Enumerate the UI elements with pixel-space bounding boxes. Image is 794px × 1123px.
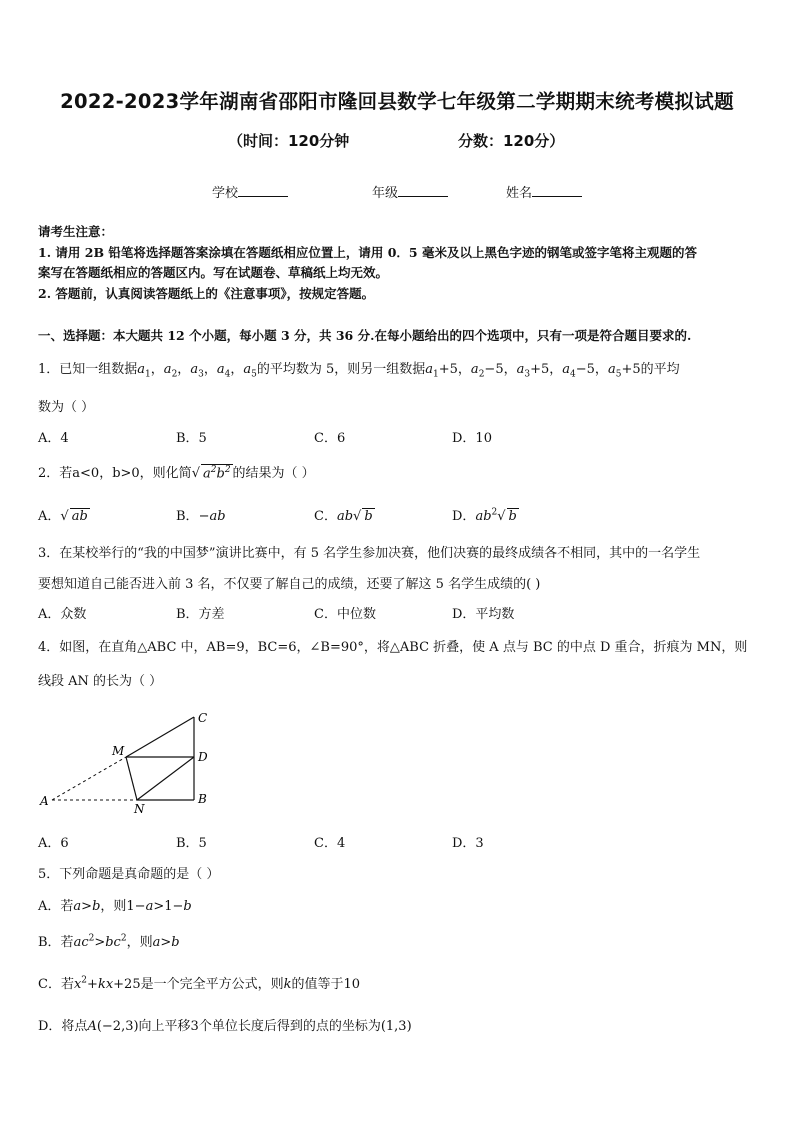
notice-heading: 请考生注意： [38,224,114,239]
school-label: 学校 [212,186,239,201]
label-d: D [198,750,208,764]
question-5-stem: 5．下列命题是真命题的是（ ） [38,867,220,882]
q3-option-d[interactable]: D．平均数 [452,607,515,622]
label-b: B [198,792,207,806]
question-2-stem: 2．若a<0，b>0，则化简√ $a^2b^2$ 的结果为（ ） [38,464,315,481]
question-1-stem: 1．已知一组数据$a_1$，$a_2$，$a_3$，$a_4$，$a_5$的平均数为 5，则另一组数据$a_1+5$，$a_2-5$，$a_3+5$，$a_4-5$，$a_5+5$的平均 [38,362,680,380]
q5-option-c[interactable]: C．若$x^2+kx+25$是一个完全平方公式，则k的值等于10 [38,975,361,992]
q2-option-a[interactable]: A．√ ab [38,509,88,524]
q1-option-d[interactable]: D．10 [452,431,492,446]
school-field[interactable] [212,182,288,201]
question-4-line1: 4．如图，在直角△ABC 中，AB=9，BC=6，∠B=90°，将△ABC 折叠，使 A 点与 BC 的中点 D 重合，折痕为 MN，则 [38,640,748,655]
q5-option-b[interactable]: B．若$ac^2>bc^2$，则a>b [38,933,180,950]
exam-time: （时间：120分钟 [228,132,350,150]
q2-option-d[interactable]: D．$ab^2√$ b [452,507,517,524]
q1-option-a[interactable]: A．4 [38,431,69,446]
q3-option-b[interactable]: B．方差 [176,607,225,622]
fold-mn [126,757,137,800]
q2-option-c[interactable]: C．ab√ b [314,509,373,524]
q5-option-a[interactable]: A．若a>b，则1−a>1−b [38,899,192,914]
q3-option-c[interactable]: C．中位数 [314,607,376,622]
question-3-line1: 3．在某校举行的“我的中国梦”演讲比赛中，有 5 名学生参加决赛，他们决赛的最终成绩各不相同，其中的一名学生 [38,546,701,561]
q2-option-b[interactable]: B．−ab [176,509,226,524]
label-a: A [40,794,49,808]
name-field[interactable] [506,182,582,201]
q5-option-d[interactable]: D．将点A(−2,3)向上平移3个单位长度后得到的点的坐标为(1,3) [38,1019,412,1034]
label-m: M [112,744,125,758]
fold-triangle-figure [30,705,220,820]
side-nd [137,757,194,800]
name-label: 姓名 [506,186,533,201]
q4-option-d[interactable]: D．3 [452,836,484,851]
dashed-am-line [52,757,126,800]
label-c: C [198,711,208,725]
question-1-line2: 数为（ ） [38,400,95,415]
q1-option-c[interactable]: C．6 [314,431,346,446]
notice-line-3: 2. 答题前，认真阅读答题纸上的《注意事项》，按规定答题。 [38,286,375,301]
q4-option-a[interactable]: A．6 [38,836,69,851]
grade-label: 年级 [372,186,399,201]
question-3-line2: 要想知道自己能否进入前 3 名，不仅要了解自己的成绩，还要了解这 5 名学生成绩的( ) [38,577,541,592]
exam-score: 分数：120分） [458,132,565,150]
q4-option-c[interactable]: C．4 [314,836,346,851]
notice-line-1: 1. 请用 2B 铅笔将选择题答案涂填在答题纸相应位置上，请用 0．5 毫米及以上黑色字迹的钢笔或签字笔将主观题的答 [38,245,697,260]
exam-title: 2022-2023学年湖南省邵阳市隆回县数学七年级第二学期期末统考模拟试题 [60,90,734,113]
grade-field[interactable] [372,182,448,201]
q1-option-b[interactable]: B．5 [176,431,207,446]
q3-option-a[interactable]: A．众数 [38,607,87,622]
side-mc [126,717,194,757]
question-4-line2: 线段 AN 的长为（ ） [38,674,163,689]
section-heading: 一、选择题：本大题共 12 个小题，每小题 3 分，共 36 分.在每小题给出的四个选项中，只有一项是符合题目要求的. [38,328,692,343]
notice-line-2: 案写在答题纸相应的答题区内。写在试题卷、草稿纸上均无效。 [38,265,389,280]
label-n: N [134,802,145,816]
q4-option-b[interactable]: B．5 [176,836,207,851]
